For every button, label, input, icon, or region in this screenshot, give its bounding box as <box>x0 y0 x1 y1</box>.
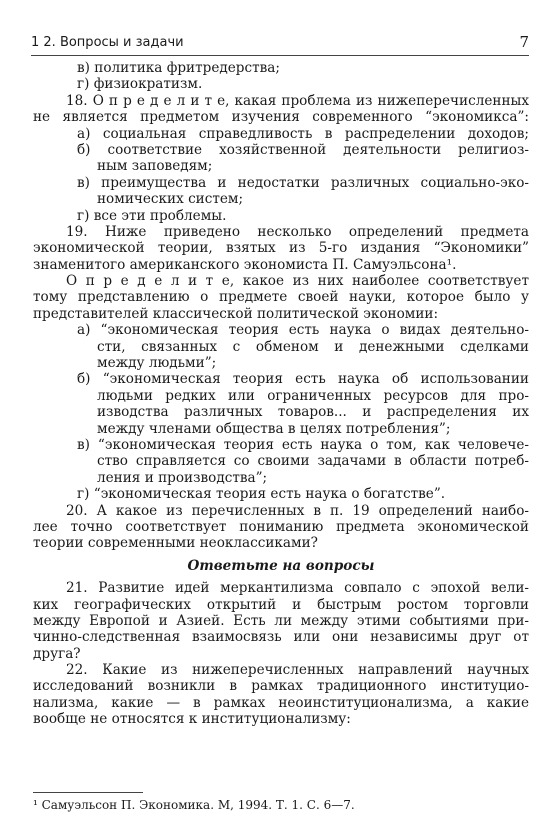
text-line: лее точно соответствует пониманию предмета экономической <box>33 518 529 535</box>
text-line: ным заповедям; <box>97 158 213 175</box>
page-body <box>33 60 529 728</box>
text-line: г) физиократизм. <box>77 76 203 93</box>
text-line: О п р е д е л и т е, какое из них наиболее соответствует <box>66 273 529 290</box>
running-header <box>31 33 529 56</box>
text-line: 20. А какое из перечисленных в п. 19 определений наибо- <box>66 502 529 519</box>
text-line: между людьми”; <box>97 355 217 372</box>
text-line: изводства различных товаров... и распределения их <box>97 404 529 421</box>
text-line: 21. Развитие идей меркантилизма совпало с эпохой вели- <box>66 580 529 597</box>
text-line: тому представлению о предмете своей науки, которое было у <box>33 289 529 306</box>
text-line: ких географических открытий и быстрым ростом торговли <box>33 596 529 613</box>
text-line: людьми редких или ограниченных ресурсов для про- <box>97 387 529 404</box>
header-title: 1 2. Вопросы и задачи <box>31 35 184 50</box>
text-line: а) социальная справедливость в распределении доходов; <box>77 125 529 142</box>
page-number: 7 <box>519 33 529 51</box>
text-line: теории современными неоклассиками? <box>33 535 318 552</box>
text-line: вообще не относятся к институционализму: <box>33 711 351 728</box>
text-line: ления и производства”; <box>97 469 268 486</box>
text-line: друга? <box>33 645 81 662</box>
text-line: экономической теории, взятых из 5-го издания “Экономики” <box>33 240 529 257</box>
text-line: 22. Какие из нижеперечисленных направлений научных <box>66 662 529 679</box>
text-line: в) политика фритредерства; <box>77 60 280 76</box>
text-line: чинно-следственная взаимосвязь или они независимы друг от <box>33 629 529 646</box>
text-line: номических систем; <box>97 191 244 208</box>
text-line: не является предметом изучения современного “экономикса”: <box>33 109 529 126</box>
text-block-answers <box>33 580 529 728</box>
footnote-rule <box>33 792 143 793</box>
text-line: исследований возникли в рамках традиционного институцио- <box>33 678 529 695</box>
text-line: между Европой и Азией. Есть ли между этими событиями при- <box>33 612 529 629</box>
text-line: ство справляется со своими задачами в области потреб- <box>97 453 529 470</box>
text-line: б) соответствие хозяйственной деятельности религиоз- <box>77 141 529 158</box>
text-line: знаменитого американского экономиста П. Самуэльсона¹. <box>33 256 457 273</box>
text-line: между членами общества в целях потребления”; <box>97 420 451 437</box>
text-line: в) преимущества и недостатки различных социально-эко- <box>77 174 529 191</box>
text-line: представителей классической политической экономии: <box>33 305 439 322</box>
text-line: 19. Ниже приведено несколько определений предмета <box>66 223 529 240</box>
text-line: в) “экономическая теория есть наука о том, как человече- <box>77 436 529 453</box>
text-block-questions <box>33 60 529 552</box>
footnote: ¹ Самуэльсон П. Экономика. М, 1994. Т. 1. С. 6—7. <box>33 798 355 812</box>
text-line: г) все эти проблемы. <box>77 207 227 224</box>
text-line: 18. О п р е д е л и т е, какая проблема из нижеперечисленных <box>66 92 529 109</box>
section-title: Ответьте на вопросы <box>187 557 375 574</box>
text-line: нализма, какие — в рамках неоинституционализма, а какие <box>33 694 529 711</box>
text-line: а) “экономическая теория есть наука о видах деятельно- <box>77 322 529 339</box>
text-line: сти, связанных с обменом и денежными сделками <box>97 338 529 355</box>
text-line: г) “экономическая теория есть наука о богатстве”. <box>77 486 446 503</box>
text-line: б) “экономическая теория есть наука об использовании <box>77 371 529 388</box>
